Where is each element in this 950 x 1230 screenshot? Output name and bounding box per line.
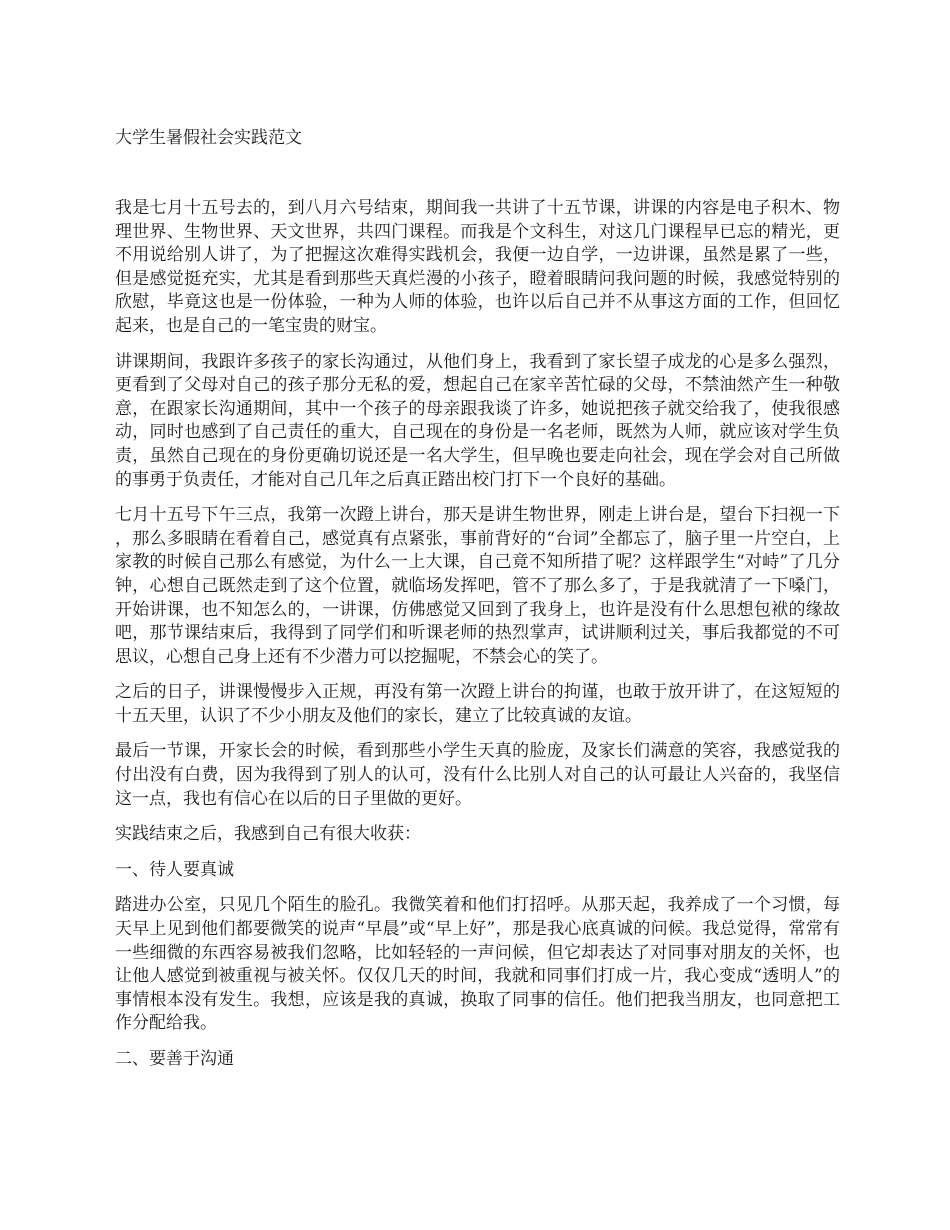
- paragraph-2: 讲课期间，我跟许多孩子的家长沟通过，从他们身上，我看到了家长望子成龙的心是多么强烈，更看到了父母对自己的孩子那分无私的爱，想起自己在家辛苦忙碌的父母，不禁油然产生一种敬意，在跟家长沟通期间，其中一个孩子的母亲跟我谈了许多，她说把孩子就交给我了，使我很感动，同时也感到了自己责任的重大，自己现在的身份是一名老师，既然为人师，就应该对学生负责，虽然自己现在的身份更确切说还是一名大学生，但早晚也要走向社会，现在学会对自己所做的事勇于负责任，才能对自己几年之后真正踏出校门打下一个良好的基础。: [115, 351, 840, 490]
- paragraph-4: 之后的日子，讲课慢慢步入正规，再没有第一次蹬上讲台的拘谨，也敢于放开讲了，在这短短的十五天里，认识了不少小朋友及他们的家长，建立了比较真诚的友谊。: [115, 682, 840, 726]
- section-heading-2: 二、要善于沟通: [115, 1049, 234, 1069]
- paragraph-6: 实践结束之后，我感到自己有很大收获：: [115, 824, 421, 845]
- document-body: [115, 197, 840, 1084]
- document-page: [115, 0, 840, 1230]
- section-heading-1: 一、待人要真诚: [115, 859, 234, 880]
- paragraph-5: 最后一节课，开家长会的时候，看到那些小学生天真的脸庞，及家长们满意的笑容，我感觉我的付出没有白费，因为我得到了别人的认可，没有什么比别人对自己的认可最让人兴奋的，我坚信这一点，我也有信心在以后的日子里做的更好。: [115, 741, 840, 809]
- document-title: 大学生暑假社会实践范文: [115, 128, 302, 148]
- paragraph-1: 我是七月十五号去的，到八月六号结束，期间我一共讲了十五节课，讲课的内容是电子积木、物理世界、生物世界、天文世界，共四门课程。而我是个文科生，对这几门课程早已忘的精光，更不用说给别人讲了，为了把握这次难得实践机会，我便一边自学，一边讲课，虽然是累了一些，但是感觉挺充实，尤其是看到那些天真烂漫的小孩子，瞪着眼睛问我问题的时候，我感觉特别的欣慰，毕竟这也是一份体验，一种为人师的体验，也许以后自己并不从事这方面的工作，但回忆起来，也是自己的一笔宝贵的财宝。: [115, 198, 840, 336]
- paragraph-3: 七月十五号下午三点，我第一次蹬上讲台，那天是讲生物世界，刚走上讲台是，望台下扫视一下，那么多眼睛在看着自己，感觉真有点紧张，事前背好的“台词”全都忘了，脑子里一片空白，上家教的时候自己那么有感觉，为什么一上大课，自己竟不知所措了呢？这样跟学生“对峙”了几分钟，心想自己既然走到了这个位置，就临场发挥吧，管不了那么多了，于是我就清了一下嗓门，开始讲课，也不知怎么的，一讲课，仿佛感觉又回到了我身上，也许是没有什么思想包袱的缘故吧，那节课结束后，我得到了同学们和听课老师的热烈掌声，试讲顺利过关，事后我都觉的不可思议，心想自己身上还有不少潜力可以挖掘呢，不禁会心的笑了。: [115, 505, 840, 667]
- paragraph-7: 踏进办公室，只见几个陌生的脸孔。我微笑着和他们打招呼。从那天起，我养成了一个习惯，每天早上见到他们都要微笑的说声“早晨”或“早上好”，那是我心底真诚的问候。我总觉得，常常有一些细微的东西容易被我们忽略，比如轻轻的一声问候，但它却表达了对同事对朋友的关怀，也让他人感觉到被重视与被关怀。仅仅几天的时间，我就和同事们打成一片，我心变成“透明人”的事情根本没有发生。我想，应该是我的真诚，换取了同事的信任。他们把我当朋友，也同意把工作分配给我。: [115, 895, 840, 1034]
